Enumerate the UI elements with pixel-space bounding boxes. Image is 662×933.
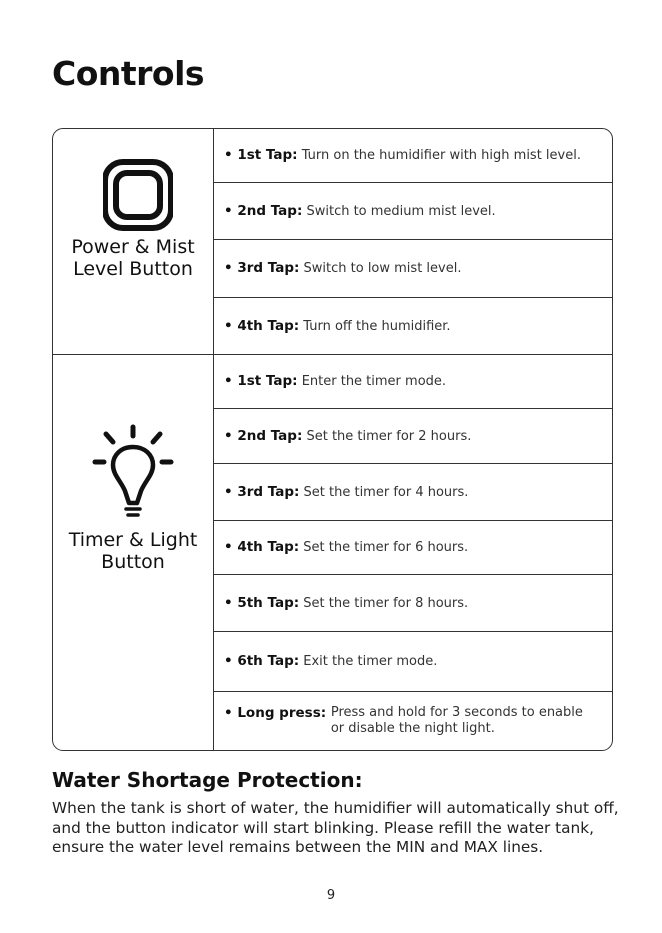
timer-tap-row-1: • 1st Tap: Enter the timer mode. [224, 373, 447, 389]
light-bulb-icon [91, 421, 175, 521]
timer-tap-row-3: • 3rd Tap: Set the timer for 4 hours. [224, 483, 469, 500]
controls-table [52, 128, 613, 751]
water-protection-heading: Water Shortage Protection: [52, 768, 363, 792]
timer-long-press-row: • Long press: Press and hold for 3 seconds to enable or disable the night light. [224, 705, 583, 736]
timer-tap-row-5: • 5th Tap: Set the timer for 8 hours. [224, 594, 469, 611]
timer-button-label: Timer & Light Button [68, 529, 198, 573]
power-tap-row-1: • 1st Tap: Turn on the humidifier with high mist level. [224, 147, 581, 163]
power-button-label: Power & Mist Level Button [71, 236, 195, 280]
timer-tap-row-6: • 6th Tap: Exit the timer mode. [224, 653, 438, 669]
power-tap-row-2: • 2nd Tap: Switch to medium mist level. [224, 202, 496, 219]
timer-tap-row-4: • 4th Tap: Set the timer for 6 hours. [224, 539, 469, 555]
power-tap-row-4: • 4th Tap: Turn off the humidifier. [224, 317, 451, 334]
page-number: 9 [326, 888, 336, 903]
power-tap-row-3: • 3rd Tap: Switch to low mist level. [224, 260, 462, 276]
power-button-icon [103, 159, 173, 231]
timer-tap-row-2: • 2nd Tap: Set the timer for 2 hours. [224, 427, 472, 444]
page-title: Controls [52, 54, 205, 93]
water-protection-body: When the tank is short of water, the humidifier will automatically shut off, and the button indicator will start blinking. Please refill the water tank, ensure the water level remains between the MIN and MAX lines. [52, 799, 619, 857]
